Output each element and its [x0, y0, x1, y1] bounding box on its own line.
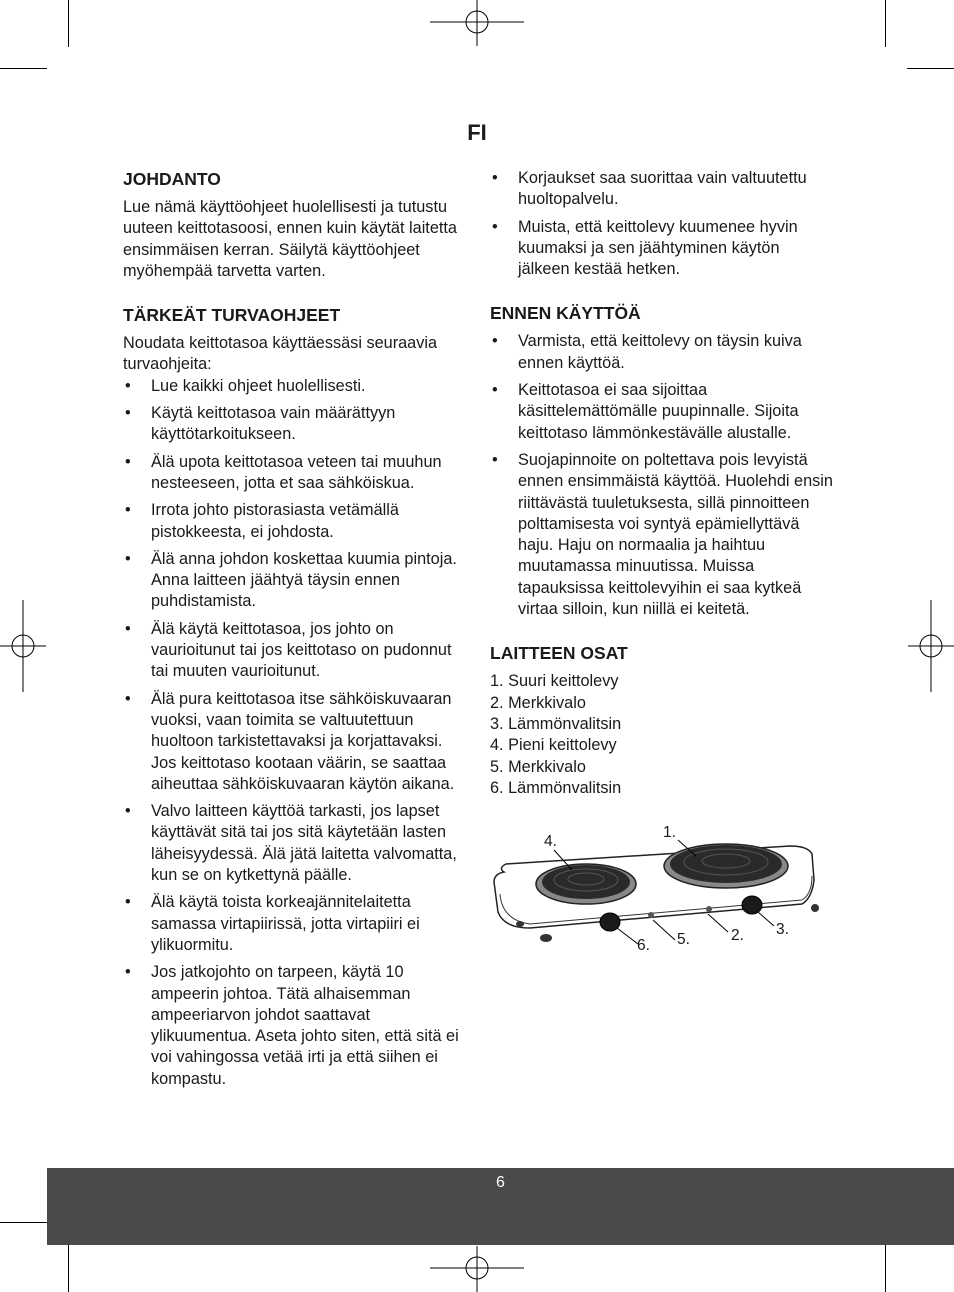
hotplate-drawing: [490, 820, 820, 960]
hotplate-illustration: [490, 820, 820, 960]
before-use-list: [490, 331, 835, 620]
crop-mark: [885, 0, 886, 47]
footer-bar: [47, 1168, 954, 1245]
crop-mark: [885, 1245, 886, 1292]
safety-heading: TÄRKEÄT TURVAOHJEET: [123, 305, 341, 326]
parts-heading: LAITTEEN OSAT: [490, 643, 628, 664]
page-number: 6: [496, 1174, 505, 1191]
callout-label: 3.: [776, 921, 789, 938]
list-item: • Käytä keittotasoa vain määrättyyn käyttötarkoitukseen.: [123, 403, 468, 446]
callout-label: 2.: [731, 927, 744, 944]
safety-intro: Noudata keittotasoa käyttäessäsi seuraavia turvaohjeita:: [123, 334, 438, 374]
language-code: FI: [467, 120, 487, 145]
list-item: 2. Merkkivalo: [490, 693, 586, 712]
registration-mark-right: [908, 600, 954, 692]
before-use-section: [490, 302, 835, 620]
intro-heading: JOHDANTO: [123, 169, 221, 189]
list-item: • Lue kaikki ohjeet huolellisesti.: [123, 376, 468, 397]
list-item: • Älä käytä toista korkeajännitelaitetta samassa virtapiirissä, jotta virtapiiri ei ylikuormitu.: [123, 892, 468, 956]
list-item: • Keittotasoa ei saa sijoittaa käsittelemättömälle puupinnalle. Sijoita keittotaso lämmönkestävälle alustalle.: [490, 380, 835, 444]
crop-mark: [68, 0, 69, 47]
parts-section: [490, 642, 835, 799]
registration-mark-top: [430, 0, 524, 46]
callout-label: 5.: [677, 931, 690, 948]
safety-continued-section: [490, 168, 835, 280]
list-item: • Älä pura keittotasoa itse sähköiskuvaaran vuoksi, vaan toimita se valtuutettuun huoltoon tarkistettavaksi ja korjattavaksi. Jos keittotaso kootaan väärin, se saattaa aiheuttaa sähköiskuvaaran käytön aikana.: [123, 689, 468, 795]
list-item: • Valvo laitteen käyttöä tarkasti, jos lapset käyttävät sitä tai jos sitä käytetään lasten läheisyydessä. Älä jätä laitetta valvomatta, kun se on kytkettynä päälle.: [123, 801, 468, 886]
list-item: 6. Lämmönvalitsin: [490, 778, 622, 797]
list-item: 1. Suuri keittolevy: [490, 672, 619, 691]
list-item: • Varmista, että keittolevy on täysin kuiva ennen käyttöä.: [490, 331, 835, 374]
list-item: • Älä käytä keittotasoa, jos johto on vaurioitunut tai jos keittotaso on pudonnut tai muuten vaurioitunut.: [123, 619, 468, 683]
intro-section: [123, 168, 468, 282]
crop-mark: [907, 68, 954, 69]
list-item: • Korjaukset saa suorittaa vain valtuutettu huoltopalvelu.: [490, 168, 835, 211]
list-item: • Suojapinnoite on poltettava pois levyistä ennen ensimmäistä käyttöä. Huolehdi ensin riittävästä tuuletuksesta, sillä pinnoitteen polttamisesta voi syntyä epämiellyttävä haju. Haju on normaalia ja haihtuu muutamassa minuutissa. Muissa tapauksissa keittolevyihin ei saa kytkeä virtaa silloin, kun niillä ei keitetä.: [490, 450, 835, 620]
crop-mark: [68, 1245, 69, 1292]
list-item: • Älä upota keittotasoa veteen tai muuhun nesteeseen, jotta et saa sähköiskua.: [123, 452, 468, 495]
parts-list: [490, 671, 835, 799]
safety-continued-list: [490, 168, 835, 280]
callout-label: 4.: [544, 833, 557, 850]
safety-list: [123, 376, 468, 1090]
before-use-heading: ENNEN KÄYTTÖÄ: [490, 303, 641, 324]
crop-mark: [0, 1222, 47, 1223]
list-item: • Muista, että keittolevy kuumenee hyvin kuumaksi ja sen jäähtyminen käytön jälkeen kestää hetken.: [490, 217, 835, 281]
safety-section: [123, 304, 468, 1090]
callout-label: 6.: [637, 937, 650, 954]
registration-mark-left: [0, 600, 46, 692]
right-column: [490, 168, 835, 821]
list-item: • Jos jatkojohto on tarpeen, käytä 10 ampeerin johtoa. Tätä alhaisemman ampeeriarvon johdot saattavat ylikuumentua. Aseta johto siten, että sitä ei voi vahingossa vetää irti ja että siihen ei kompastu.: [123, 962, 468, 1090]
list-item: 3. Lämmönvalitsin: [490, 714, 622, 733]
crop-mark: [0, 68, 47, 69]
list-item: • Irrota johto pistorasiasta vetämällä pistokkeesta, ei johdosta.: [123, 500, 468, 543]
list-item: 4. Pieni keittolevy: [490, 736, 617, 755]
list-item: 5. Merkkivalo: [490, 757, 586, 776]
callout-label: 1.: [663, 824, 676, 841]
registration-mark-bottom: [430, 1246, 524, 1292]
left-column: [123, 168, 468, 1112]
list-item: • Älä anna johdon koskettaa kuumia pintoja. Anna laitteen jäähtyä täysin ennen puhdistamista.: [123, 549, 468, 613]
intro-text: Lue nämä käyttöohjeet huolellisesti ja tutustu uuteen keittotasoosi, ennen kuin käytät laitetta ensimmäisen kerran. Säilytä käyttöohjeet myöhempää tarvetta varten.: [123, 198, 457, 280]
